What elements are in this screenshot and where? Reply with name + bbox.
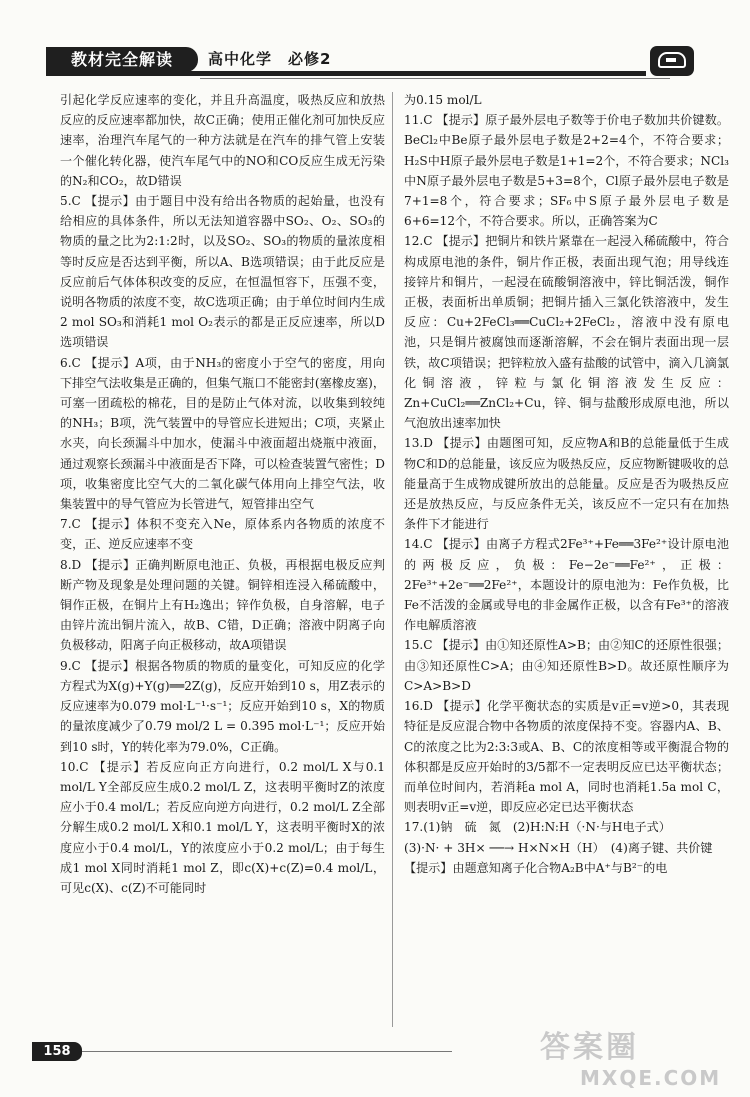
page-header: [0, 0, 750, 80]
column-divider: [392, 92, 393, 1027]
answer-item-13: 13.D 【提示】由题图可知，反应物A和B的总能量低于生成物C和D的总能量，该反应为吸热反应，反应物断键吸收的总能量高于生成物成键所放出的总能量。反应是否为吸热反应还是放热反应，与反应条件无关，该反应不一定只有在加热条件下才能进行: [404, 436, 729, 532]
answer-item-10: 10.C 【提示】若反应向正方向进行，0.2 mol/L X与0.1 mol/L Y全部反应生成0.2 mol/L Z，这表明平衡时Z的浓度应小于0.4 mol/L；若反应向逆方向进行，0.2 mol/L Z全部分解生成0.2 mol/L X和0.1 mol/L Y，这表明平衡时X的浓度应小于0.4 mol/L，Y的浓度应小于0.2 mol/L；由于每生成1 mol X同时消耗1 mol Z，即c(X)+c(Z)=0.4 mol/L，可见c(X)、c(Z)不可能同时: [60, 759, 385, 895]
footer-rule: [82, 1051, 452, 1052]
right-column: [404, 90, 729, 878]
answer-item-12: 12.C 【提示】把铜片和铁片紧靠在一起浸入稀硫酸中，符合构成原电池的条件，铜片作正极，表面出现气泡；用导线连接锌片和铜片，一起浸在硫酸铜溶液中，锌比铜活泼，铜作正极，表面析出单质铜；把铜片插入三氯化铁溶液中，发生反应：Cu+2FeCl₃══CuCl₂+2FeCl₂，溶液中没有原电池，只是铜片被腐蚀而逐渐溶解，不会在铜片表面出现一层铁，故C项错误；把锌粒放入盛有盐酸的试管中，滴入几滴氯化铜溶液，锌粒与氯化铜溶液发生反应：Zn+CuCl₂══ZnCl₂+Cu，锌、铜与盐酸形成原电池，所以气泡放出速率加快: [404, 234, 729, 431]
book-logo-icon: [650, 46, 694, 76]
answer-item-7: 7.C 【提示】体积不变充入Ne，原体系内各物质的浓度不变，正、逆反应速率不变: [60, 517, 385, 552]
watermark-text: 答案圈: [540, 1030, 639, 1065]
header-thin-rule: [200, 78, 670, 79]
answer-paragraph: 引起化学反应速率的变化，并且升高温度，吸热反应和放热反应的反应速率都加快，故C正确；使用正催化剂可加快反应速率，治理汽车尾气的一种方法就是在汽车的排气管上安装一个催化转化器，使汽车尾气中的NO和CO反应生成无污染的N₂和CO₂，故D错误: [60, 93, 385, 188]
answer-item-9: 9.C 【提示】根据各物质的物质的量变化，可知反应的化学方程式为X(g)+Y(g)══2Z(g)，反应开始到10 s，用Z表示的反应速率为0.079 mol·L⁻¹·s⁻¹；反应开始到10 s，X的物质的量浓度减少了0.79 mol/2 L = 0.395 mol·L⁻¹；反应开始到10 s时，Y的转化率为79.0%，C正确。: [60, 658, 385, 754]
book-title: 高中化学 必修2: [208, 50, 332, 68]
page-number: 158: [32, 1042, 82, 1061]
header-rule: [46, 71, 646, 76]
left-column: [60, 90, 385, 898]
book-series-tag: 教材完全解读: [46, 47, 198, 72]
watermark-url: MXQE.COM: [580, 1066, 722, 1090]
answer-item-11: 11.C 【提示】原子最外层电子数等于价电子数加共价键数。BeCl₂中Be原子最外层电子数是2+2=4个，不符合要求；H₂S中H原子最外层电子数是1+1=2个，不符合要求；NCl₃中N原子最外层电子数是5+3=8个，Cl原子最外层电子数是7+1=8个，符合要求；SF₆中S原子最外层电子数是6+6=12个，不符合要求。所以，正确答案为C: [404, 113, 729, 229]
answer-item-17-hint: 【提示】由题意知离子化合物A₂B中A⁺与B²⁻的电: [404, 860, 668, 875]
answer-item-8: 8.D 【提示】正确判断原电池正、负极，再根据电极反应判断产物及现象是处理问题的关键。铜锌相连浸入稀硫酸中，铜作正极，在铜片上有H₂逸出；锌作负极，自身溶解，电子由锌片流出铜片流入，故B、C错，D正确；溶液中阴离子向负极移动，阳离子向正极移动，故A项错误: [60, 557, 385, 653]
answer-item-16: 16.D 【提示】化学平衡状态的实质是v正=v逆>0，其表现特征是反应混合物中各物质的浓度保持不变。容器内A、B、C的浓度之比为2:3:3或A、B、C的浓度相等或平衡混合物的体积都是反应开始时的3/5都不一定表明反应已达平衡状态；而单位时间内，若消耗a mol A，同时也消耗1.5a mol C，则表明v正=v逆，即反应必定已达平衡状态: [404, 699, 729, 815]
answer-item-14: 14.C 【提示】由离子方程式2Fe³⁺+Fe══3Fe²⁺设计原电池的两极反应，负极：Fe−2e⁻══Fe²⁺，正极：2Fe³⁺+2e⁻══2Fe²⁺，本题设计的原电池为：Fe作负极，比Fe不活泼的金属或导电的非金属作正极，以含有Fe³⁺的溶液作电解质溶液: [404, 537, 729, 633]
answer-item-17-part1: 17.(1)钠 硫 氮 (2)H:N:H（·N·与H电子式）: [404, 820, 671, 835]
answer-item-17-part2: (3)·N· + 3H× ──→ H×N×H（H） (4)离子键、共价键: [404, 840, 713, 855]
answer-item-15: 15.C 【提示】由①知还原性A>B；由②知C的还原性很强；由③知还原性C>A；由④知还原性B>D。故还原性顺序为C>A>B>D: [404, 638, 729, 693]
watermark: [540, 1030, 740, 1092]
answer-item-5: 5.C 【提示】由于题目中没有给出各物质的起始量，也没有给相应的具体条件，所以无法知道容器中SO₂、O₂、SO₃的物质的量之比为2:1:2时，以及SO₂、SO₃的物质的量浓度相等时反应是否达到平衡，所以A、B选项错误；由于此反应是反应前后气体体积改变的反应，在恒温恒容下，压强不变，说明各物质的浓度不变，故C选项正确；由于单位时间内生成2 mol SO₃和消耗1 mol O₂表示的都是正反应速率，所以D选项错误: [60, 194, 385, 350]
answer-item-6: 6.C 【提示】A项，由于NH₃的密度小于空气的密度，用向下排空气法收集是正确的，但集气瓶口不能密封(塞橡皮塞)，可塞一团疏松的棉花，目的是防止气体对流，以收集到较纯的NH₃；B项，洗气装置中的导管应长进短出；C项，夹紧止水夹，向长颈漏斗中加水，使漏斗中液面超出烧瓶中液面，通过观察长颈漏斗中液面是否下降，可以检查装置气密性；D项，收集密度比空气大的二氧化碳气体用向上排空气法，收集装置中的导气管应为长管进气，短管排出空气: [60, 355, 385, 512]
answer-continuation: 为0.15 mol/L: [404, 93, 482, 107]
